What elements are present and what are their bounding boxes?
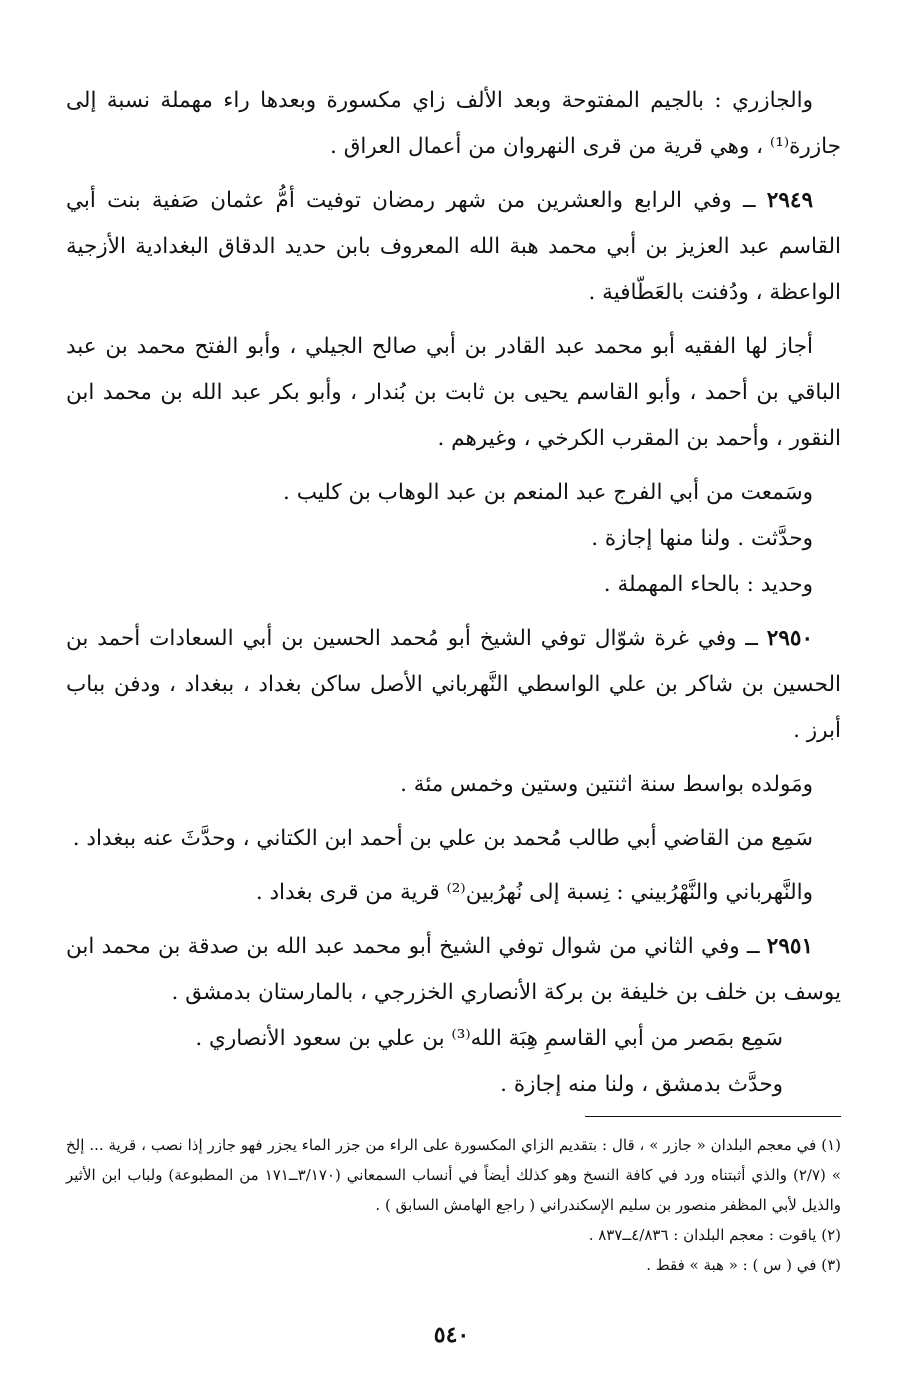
paragraph-samia: سَمِع من القاضي أبي طالب مُحمد بن علي بن أحمد ابن الكتاني ، وحدَّثَ عنه ببغداد . [72, 826, 813, 851]
paragraph-nahrabani-note: والنَّهرباني والنَّهْرُبيني : نِسبة إلى نُهرُبين⁽²⁾ قرية من قرى بغداد . [255, 880, 813, 905]
paragraph-jazari-note: والجازري : بالجيم المفتوحة وبعد الألف زاي مكسورة وبعدها راء مهملة نسبة إلى جازرة⁽¹⁾ ، وهي قرية من قرى النهروان من أعمال العراق . [66, 88, 841, 159]
entry-number: ٢٩٥٠ [766, 626, 813, 651]
paragraph-haddatha-dimashq: وحدَّث بدمشق ، ولنا منه إجازة . [500, 1072, 783, 1097]
entry-number: ٢٩٥١ [766, 934, 813, 959]
entry-2949 [66, 178, 841, 316]
entry-2951 [66, 924, 841, 1016]
entry-text: ــ وفي غرة شوّال توفي الشيخ أبو مُحمد الحسين بن أبي السعادات أحمد بن الحسين بن شاكر بن علي الواسطي النَّهرباني الأصل ساكن بغداد ، ببغداد ، ودفن بباب أبرز . [66, 626, 841, 743]
footnote-1: (١) في معجم البلدان « جازر » ، قال : بتقديم الزاي المكسورة على الراء من جزر الماء يجزر فهو جازر إذا نصب ، قرية ... إلخ » (٢/٧) والذي أثبتناه ورد في كافة النسخ وهو كذلك أيضاً في أنساب السمعاني (٣/١٧٠ــ١٧١ من المطبوعة) ولباب ابن الأثير والذيل لأبي المظفر منصور بن سليم الإسكندراني ( راجع الهامش السابق ) . [66, 1136, 842, 1214]
paragraph-mawlid: ومَولده بواسط سنة اثنتين وستين وخمس مئة . [400, 772, 813, 797]
entry-2950 [66, 616, 841, 754]
paragraph-samiat: وسَمعت من أبي الفرج عبد المنعم بن عبد الوهاب بن كليب . [283, 480, 813, 505]
footnote-2: (٢) ياقوت : معجم البلدان : ٤/٨٣٦ــ٨٣٧ . [588, 1226, 841, 1244]
page-number: ٥٤٠ [433, 1322, 470, 1348]
footnote-separator [585, 1116, 841, 1117]
footnotes [66, 1130, 841, 1280]
entry-text: ــ وفي الرابع والعشرين من شهر رمضان توفيت أمُّ عثمان صَفية بنت أبي القاسم عبد العزيز بن أبي محمد هبة الله المعروف بابن حديد الدقاق البغدادية الأزجية الواعظة ، ودُفنت بالعَطّافية . [66, 188, 841, 305]
footnote-3: (٣) في ( س ) : « هبة » فقط . [646, 1256, 841, 1274]
entry-text: ــ وفي الثاني من شوال توفي الشيخ أبو محمد عبد الله بن صدقة بن محمد ابن يوسف بن خلف بن خليفة بن بركة الأنصاري الخزرجي ، بالمارستان بدمشق . [66, 934, 841, 1005]
paragraph-ijaza: أجاز لها الفقيه أبو محمد عبد القادر بن أبي صالح الجيلي ، وأبو الفتح محمد بن عبد الباقي بن أحمد ، وأبو القاسم يحيى بن ثابت بن بُندار ، وأبو بكر عبد الله بن محمد ابن النقور ، وأحمد بن المقرب الكرخي ، وغيرهم . [66, 334, 841, 451]
paragraph-hadid-note: وحديد : بالحاء المهملة . [603, 572, 813, 597]
paragraph-haddathat: وحدَّثت . ولنا منها إجازة . [591, 526, 813, 551]
main-text [66, 78, 841, 1108]
paragraph-sami-bimisr: سَمِع بمَصر من أبي القاسمِ هِبَة الله⁽³⁾ بن علي بن سعود الأنصاري . [195, 1026, 783, 1051]
entry-number: ٢٩٤٩ [766, 188, 813, 213]
